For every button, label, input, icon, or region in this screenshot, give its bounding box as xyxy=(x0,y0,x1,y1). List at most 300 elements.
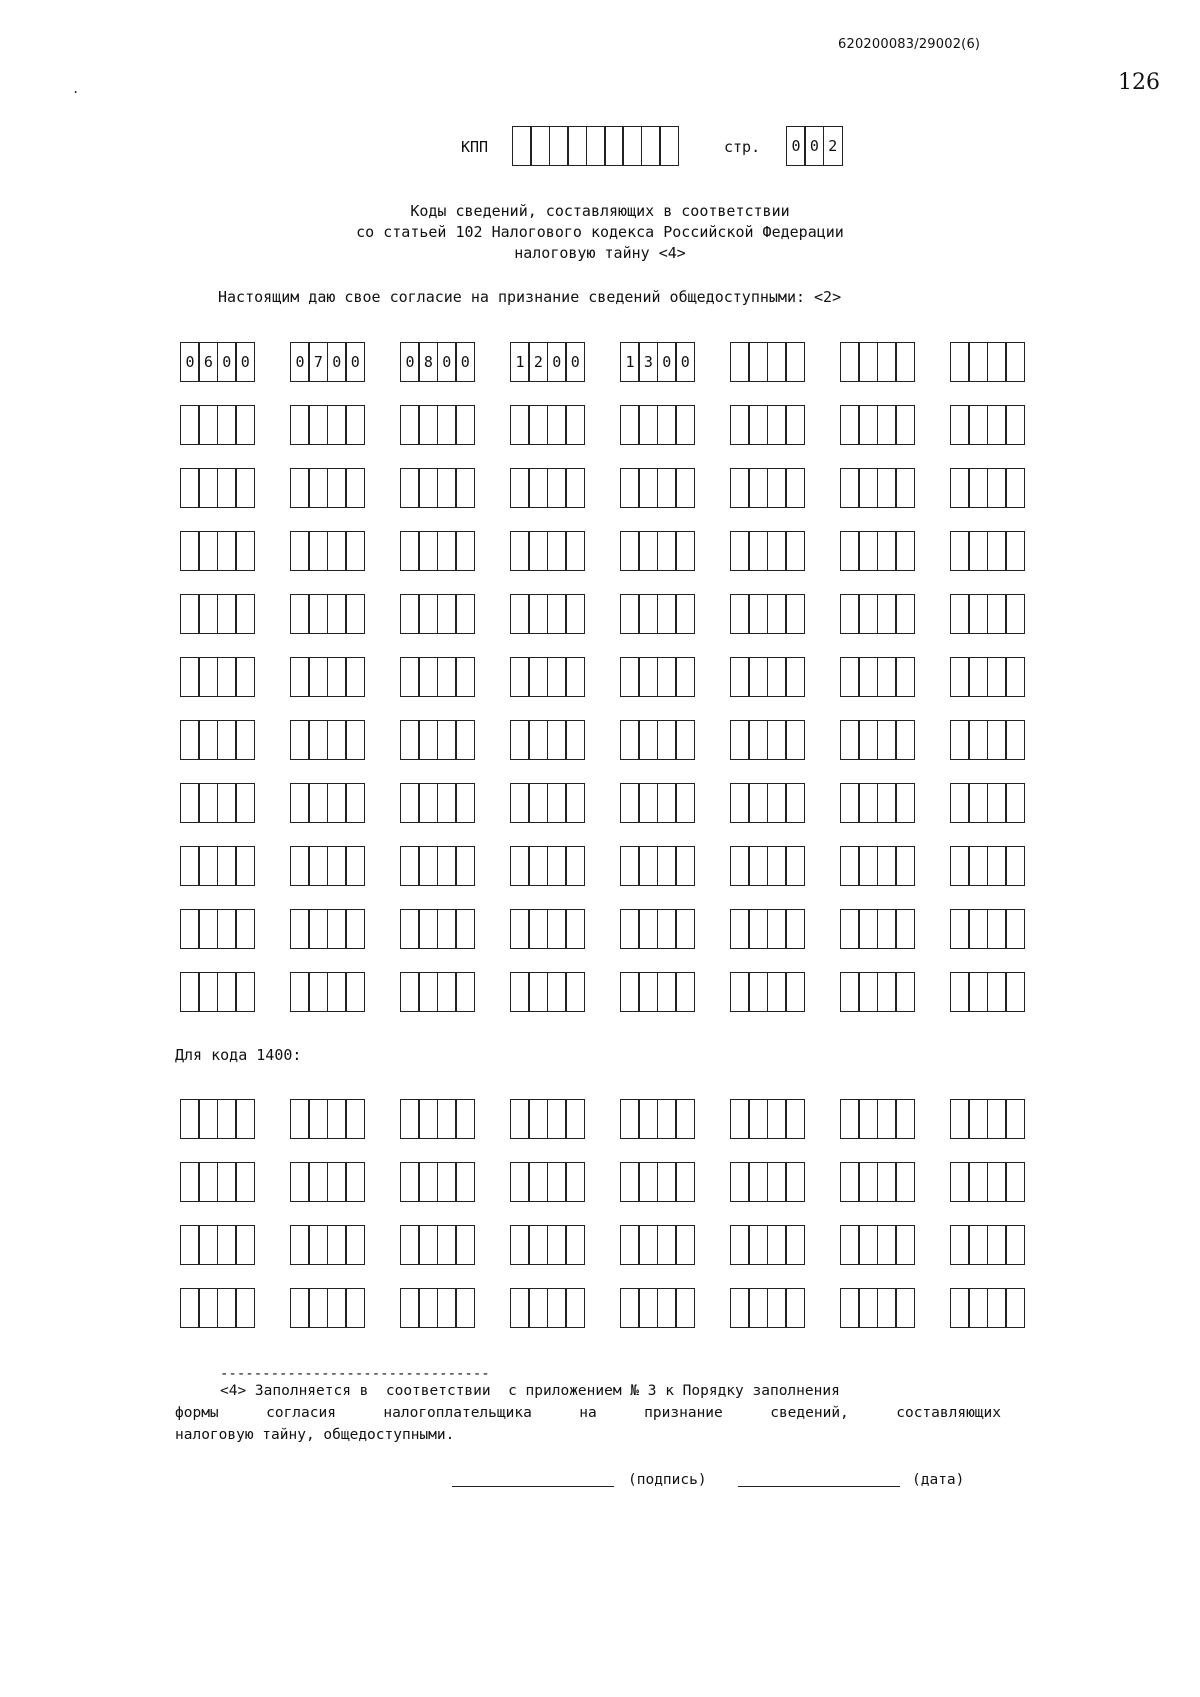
code-cell[interactable] xyxy=(345,657,365,697)
code-field[interactable] xyxy=(840,972,915,1012)
code-1400-field[interactable] xyxy=(730,1099,805,1139)
code-cell[interactable] xyxy=(345,846,365,886)
code-cell[interactable] xyxy=(730,594,750,634)
code-cell[interactable] xyxy=(308,468,328,508)
code-cell[interactable] xyxy=(510,972,530,1012)
code-cell[interactable] xyxy=(327,720,347,760)
code-cell[interactable] xyxy=(877,405,897,445)
code-1400-cell[interactable] xyxy=(547,1225,567,1265)
code-cell[interactable] xyxy=(345,405,365,445)
kpp-cell[interactable] xyxy=(586,126,606,166)
code-cell[interactable] xyxy=(675,846,695,886)
code-cell[interactable] xyxy=(785,846,805,886)
code-1400-cell[interactable] xyxy=(675,1099,695,1139)
code-cell[interactable] xyxy=(180,909,200,949)
code-cell[interactable] xyxy=(638,468,658,508)
code-cell[interactable] xyxy=(180,594,200,634)
code-cell[interactable] xyxy=(895,657,915,697)
code-cell[interactable]: 0 xyxy=(235,342,255,382)
code-1400-cell[interactable] xyxy=(858,1288,878,1328)
code-cell[interactable] xyxy=(950,909,970,949)
code-cell[interactable] xyxy=(510,594,530,634)
code-field[interactable] xyxy=(620,468,695,508)
code-cell[interactable] xyxy=(968,720,988,760)
code-cell[interactable] xyxy=(968,405,988,445)
code-1400-field[interactable] xyxy=(950,1288,1025,1328)
code-field[interactable] xyxy=(290,531,365,571)
code-field[interactable] xyxy=(510,405,585,445)
code-cell[interactable] xyxy=(290,657,310,697)
code-1400-cell[interactable] xyxy=(657,1225,677,1265)
code-cell[interactable] xyxy=(748,909,768,949)
code-1400-cell[interactable] xyxy=(987,1225,1007,1265)
code-cell[interactable] xyxy=(638,972,658,1012)
code-cell[interactable] xyxy=(748,594,768,634)
code-cell[interactable] xyxy=(987,405,1007,445)
code-1400-cell[interactable] xyxy=(180,1225,200,1265)
code-field[interactable] xyxy=(620,342,695,382)
code-cell[interactable] xyxy=(180,405,200,445)
code-cell[interactable]: 0 xyxy=(290,342,310,382)
code-1400-cell[interactable] xyxy=(418,1162,438,1202)
code-cell[interactable] xyxy=(198,846,218,886)
code-cell[interactable] xyxy=(895,468,915,508)
code-1400-cell[interactable] xyxy=(675,1162,695,1202)
code-cell[interactable] xyxy=(400,531,420,571)
code-field[interactable] xyxy=(180,405,255,445)
signature-line[interactable] xyxy=(452,1486,614,1487)
code-cell[interactable] xyxy=(180,531,200,571)
code-1400-cell[interactable] xyxy=(638,1225,658,1265)
code-1400-cell[interactable] xyxy=(657,1288,677,1328)
code-cell[interactable] xyxy=(748,531,768,571)
code-field[interactable] xyxy=(180,657,255,697)
code-cell[interactable] xyxy=(785,405,805,445)
code-field[interactable] xyxy=(950,972,1025,1012)
code-cell[interactable] xyxy=(968,909,988,949)
code-cell[interactable] xyxy=(180,783,200,823)
code-cell[interactable] xyxy=(785,657,805,697)
code-cell[interactable] xyxy=(895,972,915,1012)
code-cell[interactable] xyxy=(455,531,475,571)
code-1400-cell[interactable] xyxy=(217,1162,237,1202)
code-cell[interactable]: 0 xyxy=(455,342,475,382)
code-cell[interactable] xyxy=(767,594,787,634)
code-cell[interactable] xyxy=(198,972,218,1012)
code-cell[interactable] xyxy=(400,783,420,823)
code-cell[interactable] xyxy=(1005,972,1025,1012)
code-cell[interactable] xyxy=(840,657,860,697)
code-cell[interactable] xyxy=(528,657,548,697)
code-1400-cell[interactable] xyxy=(565,1288,585,1328)
code-field[interactable] xyxy=(290,657,365,697)
code-1400-cell[interactable] xyxy=(620,1162,640,1202)
code-1400-field[interactable] xyxy=(620,1162,695,1202)
code-cell[interactable] xyxy=(657,972,677,1012)
code-cell[interactable] xyxy=(620,720,640,760)
code-cell[interactable]: 0 xyxy=(547,342,567,382)
code-cell[interactable] xyxy=(657,783,677,823)
code-1400-field[interactable] xyxy=(400,1099,475,1139)
code-1400-cell[interactable] xyxy=(290,1225,310,1265)
code-cell[interactable] xyxy=(840,594,860,634)
code-field[interactable] xyxy=(730,846,805,886)
code-cell[interactable] xyxy=(308,657,328,697)
code-cell[interactable] xyxy=(565,405,585,445)
code-cell[interactable] xyxy=(638,405,658,445)
code-1400-cell[interactable] xyxy=(748,1225,768,1265)
code-cell[interactable] xyxy=(308,783,328,823)
code-field[interactable] xyxy=(290,972,365,1012)
code-cell[interactable] xyxy=(400,909,420,949)
code-cell[interactable] xyxy=(638,909,658,949)
code-1400-cell[interactable] xyxy=(327,1099,347,1139)
code-field[interactable] xyxy=(290,342,365,382)
code-cell[interactable] xyxy=(198,405,218,445)
code-cell[interactable] xyxy=(877,909,897,949)
code-field[interactable] xyxy=(730,405,805,445)
code-cell[interactable] xyxy=(327,846,347,886)
code-1400-cell[interactable] xyxy=(345,1099,365,1139)
code-cell[interactable] xyxy=(657,657,677,697)
code-1400-cell[interactable] xyxy=(840,1099,860,1139)
code-cell[interactable]: 6 xyxy=(198,342,218,382)
code-cell[interactable] xyxy=(785,468,805,508)
code-cell[interactable]: 0 xyxy=(565,342,585,382)
code-1400-cell[interactable] xyxy=(858,1099,878,1139)
code-1400-cell[interactable] xyxy=(235,1288,255,1328)
code-cell[interactable]: 0 xyxy=(345,342,365,382)
code-1400-field[interactable] xyxy=(180,1099,255,1139)
code-1400-cell[interactable] xyxy=(308,1099,328,1139)
code-1400-cell[interactable] xyxy=(877,1162,897,1202)
code-field[interactable] xyxy=(290,405,365,445)
code-cell[interactable] xyxy=(785,783,805,823)
code-cell[interactable] xyxy=(528,909,548,949)
code-cell[interactable] xyxy=(895,405,915,445)
code-cell[interactable] xyxy=(858,846,878,886)
code-cell[interactable] xyxy=(620,846,640,886)
code-1400-cell[interactable] xyxy=(510,1288,530,1328)
code-1400-cell[interactable] xyxy=(785,1225,805,1265)
code-1400-field[interactable] xyxy=(290,1225,365,1265)
kpp-cell[interactable] xyxy=(641,126,661,166)
code-1400-cell[interactable] xyxy=(400,1288,420,1328)
code-cell[interactable] xyxy=(877,342,897,382)
code-field[interactable] xyxy=(950,342,1025,382)
code-1400-cell[interactable] xyxy=(327,1162,347,1202)
code-1400-cell[interactable] xyxy=(235,1099,255,1139)
code-cell[interactable] xyxy=(455,783,475,823)
code-cell[interactable] xyxy=(1005,846,1025,886)
code-cell[interactable] xyxy=(180,657,200,697)
code-cell[interactable] xyxy=(730,720,750,760)
code-1400-cell[interactable] xyxy=(840,1162,860,1202)
code-cell[interactable] xyxy=(840,531,860,571)
code-1400-cell[interactable] xyxy=(180,1162,200,1202)
code-cell[interactable] xyxy=(767,783,787,823)
code-1400-cell[interactable] xyxy=(767,1099,787,1139)
code-field[interactable] xyxy=(400,909,475,949)
code-field[interactable] xyxy=(730,909,805,949)
code-cell[interactable] xyxy=(767,909,787,949)
code-cell[interactable] xyxy=(217,909,237,949)
code-field[interactable] xyxy=(510,846,585,886)
code-1400-field[interactable] xyxy=(180,1162,255,1202)
code-cell[interactable] xyxy=(748,720,768,760)
code-cell[interactable] xyxy=(858,783,878,823)
code-1400-field[interactable] xyxy=(620,1225,695,1265)
code-cell[interactable] xyxy=(657,909,677,949)
code-1400-cell[interactable] xyxy=(437,1225,457,1265)
code-1400-cell[interactable] xyxy=(950,1099,970,1139)
kpp-cell[interactable] xyxy=(622,126,642,166)
code-1400-cell[interactable] xyxy=(327,1288,347,1328)
code-1400-cell[interactable] xyxy=(620,1288,640,1328)
code-1400-field[interactable] xyxy=(510,1162,585,1202)
code-cell[interactable] xyxy=(840,405,860,445)
code-cell[interactable] xyxy=(418,531,438,571)
code-1400-cell[interactable] xyxy=(418,1099,438,1139)
code-cell[interactable] xyxy=(547,468,567,508)
code-cell[interactable] xyxy=(290,909,310,949)
code-cell[interactable] xyxy=(510,720,530,760)
code-1400-cell[interactable] xyxy=(528,1162,548,1202)
code-field[interactable] xyxy=(730,783,805,823)
code-cell[interactable] xyxy=(327,405,347,445)
code-field[interactable] xyxy=(840,468,915,508)
code-cell[interactable] xyxy=(785,594,805,634)
code-cell[interactable]: 0 xyxy=(657,342,677,382)
code-cell[interactable] xyxy=(767,342,787,382)
code-1400-cell[interactable] xyxy=(858,1162,878,1202)
code-1400-cell[interactable] xyxy=(767,1225,787,1265)
code-cell[interactable] xyxy=(1005,594,1025,634)
code-field[interactable] xyxy=(180,468,255,508)
code-cell[interactable] xyxy=(638,594,658,634)
code-cell[interactable] xyxy=(418,846,438,886)
code-1400-cell[interactable] xyxy=(840,1288,860,1328)
code-cell[interactable] xyxy=(528,531,548,571)
code-cell[interactable] xyxy=(620,531,640,571)
code-field[interactable] xyxy=(290,846,365,886)
code-1400-cell[interactable] xyxy=(180,1099,200,1139)
code-cell[interactable] xyxy=(418,657,438,697)
code-field[interactable] xyxy=(730,657,805,697)
code-cell[interactable] xyxy=(565,531,585,571)
code-1400-cell[interactable] xyxy=(748,1099,768,1139)
code-cell[interactable] xyxy=(510,657,530,697)
code-cell[interactable] xyxy=(418,405,438,445)
code-cell[interactable] xyxy=(455,405,475,445)
code-1400-cell[interactable] xyxy=(785,1288,805,1328)
code-1400-cell[interactable] xyxy=(748,1288,768,1328)
code-cell[interactable] xyxy=(840,468,860,508)
code-field[interactable] xyxy=(620,783,695,823)
code-cell[interactable] xyxy=(840,720,860,760)
code-cell[interactable] xyxy=(858,594,878,634)
code-1400-cell[interactable] xyxy=(657,1162,677,1202)
code-cell[interactable] xyxy=(620,657,640,697)
code-1400-cell[interactable] xyxy=(730,1288,750,1328)
code-1400-cell[interactable] xyxy=(748,1162,768,1202)
code-1400-cell[interactable] xyxy=(950,1162,970,1202)
code-1400-field[interactable] xyxy=(180,1288,255,1328)
code-cell[interactable] xyxy=(235,531,255,571)
code-cell[interactable] xyxy=(987,846,1007,886)
code-1400-cell[interactable] xyxy=(785,1099,805,1139)
code-1400-cell[interactable] xyxy=(895,1162,915,1202)
code-1400-cell[interactable] xyxy=(418,1225,438,1265)
code-cell[interactable] xyxy=(877,531,897,571)
code-field[interactable] xyxy=(510,720,585,760)
code-cell[interactable] xyxy=(858,405,878,445)
code-cell[interactable] xyxy=(437,468,457,508)
code-1400-field[interactable] xyxy=(840,1162,915,1202)
kpp-cell[interactable] xyxy=(530,126,550,166)
code-cell[interactable] xyxy=(290,468,310,508)
code-cell[interactable] xyxy=(510,468,530,508)
code-cell[interactable] xyxy=(657,468,677,508)
code-field[interactable] xyxy=(840,342,915,382)
code-1400-cell[interactable] xyxy=(437,1099,457,1139)
code-cell[interactable] xyxy=(437,531,457,571)
code-cell[interactable] xyxy=(895,846,915,886)
code-cell[interactable] xyxy=(308,972,328,1012)
code-1400-field[interactable] xyxy=(730,1225,805,1265)
code-cell[interactable] xyxy=(785,909,805,949)
code-1400-cell[interactable] xyxy=(217,1288,237,1328)
code-field[interactable] xyxy=(840,720,915,760)
code-1400-cell[interactable] xyxy=(968,1162,988,1202)
code-1400-field[interactable] xyxy=(950,1225,1025,1265)
kpp-cell[interactable] xyxy=(512,126,532,166)
code-cell[interactable] xyxy=(547,972,567,1012)
code-cell[interactable] xyxy=(968,783,988,823)
code-cell[interactable] xyxy=(437,657,457,697)
code-cell[interactable] xyxy=(547,531,567,571)
code-cell[interactable] xyxy=(675,594,695,634)
code-1400-cell[interactable] xyxy=(730,1099,750,1139)
code-cell[interactable] xyxy=(235,720,255,760)
kpp-cell[interactable] xyxy=(604,126,624,166)
code-cell[interactable] xyxy=(767,846,787,886)
code-field[interactable] xyxy=(180,594,255,634)
code-field[interactable] xyxy=(950,657,1025,697)
code-cell[interactable] xyxy=(437,405,457,445)
code-1400-cell[interactable] xyxy=(547,1162,567,1202)
code-1400-field[interactable] xyxy=(180,1225,255,1265)
code-field[interactable] xyxy=(400,972,475,1012)
code-field[interactable] xyxy=(840,657,915,697)
code-1400-cell[interactable] xyxy=(400,1225,420,1265)
code-cell[interactable]: 2 xyxy=(528,342,548,382)
code-cell[interactable] xyxy=(987,531,1007,571)
code-cell[interactable] xyxy=(1005,783,1025,823)
code-cell[interactable] xyxy=(510,405,530,445)
code-1400-field[interactable] xyxy=(950,1162,1025,1202)
code-cell[interactable] xyxy=(345,468,365,508)
code-cell[interactable]: 7 xyxy=(308,342,328,382)
code-cell[interactable] xyxy=(1005,657,1025,697)
code-cell[interactable] xyxy=(840,846,860,886)
code-1400-field[interactable] xyxy=(950,1099,1025,1139)
code-cell[interactable] xyxy=(308,531,328,571)
code-cell[interactable] xyxy=(748,657,768,697)
code-1400-cell[interactable] xyxy=(235,1162,255,1202)
code-1400-cell[interactable] xyxy=(1005,1099,1025,1139)
code-cell[interactable] xyxy=(400,468,420,508)
code-1400-cell[interactable] xyxy=(895,1099,915,1139)
code-field[interactable] xyxy=(400,783,475,823)
code-cell[interactable] xyxy=(675,468,695,508)
code-field[interactable] xyxy=(180,720,255,760)
code-cell[interactable] xyxy=(877,720,897,760)
code-field[interactable] xyxy=(950,468,1025,508)
code-cell[interactable] xyxy=(675,531,695,571)
code-field[interactable] xyxy=(950,783,1025,823)
code-cell[interactable] xyxy=(418,909,438,949)
code-1400-cell[interactable] xyxy=(950,1288,970,1328)
code-cell[interactable] xyxy=(418,468,438,508)
code-cell[interactable] xyxy=(675,720,695,760)
code-1400-cell[interactable] xyxy=(308,1162,328,1202)
code-cell[interactable] xyxy=(528,594,548,634)
code-1400-cell[interactable] xyxy=(638,1288,658,1328)
code-field[interactable] xyxy=(400,342,475,382)
code-field[interactable] xyxy=(620,846,695,886)
code-field[interactable] xyxy=(290,783,365,823)
code-cell[interactable]: 0 xyxy=(180,342,200,382)
code-field[interactable] xyxy=(180,846,255,886)
page-number-cell[interactable]: 0 xyxy=(786,126,806,166)
code-field[interactable] xyxy=(840,594,915,634)
code-cell[interactable] xyxy=(950,405,970,445)
code-cell[interactable] xyxy=(400,405,420,445)
code-1400-cell[interactable] xyxy=(858,1225,878,1265)
code-cell[interactable] xyxy=(400,846,420,886)
code-1400-cell[interactable] xyxy=(510,1099,530,1139)
code-1400-cell[interactable] xyxy=(565,1099,585,1139)
code-cell[interactable] xyxy=(290,846,310,886)
code-cell[interactable] xyxy=(877,783,897,823)
code-1400-field[interactable] xyxy=(840,1288,915,1328)
code-cell[interactable] xyxy=(785,720,805,760)
code-1400-field[interactable] xyxy=(620,1099,695,1139)
code-cell[interactable] xyxy=(785,531,805,571)
code-cell[interactable] xyxy=(730,468,750,508)
code-cell[interactable] xyxy=(235,783,255,823)
code-cell[interactable] xyxy=(308,405,328,445)
code-1400-field[interactable] xyxy=(290,1099,365,1139)
code-cell[interactable] xyxy=(858,909,878,949)
code-cell[interactable] xyxy=(730,405,750,445)
code-1400-cell[interactable] xyxy=(987,1288,1007,1328)
code-cell[interactable] xyxy=(1005,720,1025,760)
code-cell[interactable] xyxy=(235,657,255,697)
code-cell[interactable] xyxy=(235,846,255,886)
code-1400-cell[interactable] xyxy=(565,1225,585,1265)
code-1400-cell[interactable] xyxy=(455,1099,475,1139)
code-1400-cell[interactable] xyxy=(547,1288,567,1328)
code-cell[interactable] xyxy=(877,594,897,634)
code-field[interactable] xyxy=(840,783,915,823)
code-cell[interactable] xyxy=(345,720,365,760)
code-1400-cell[interactable] xyxy=(455,1288,475,1328)
code-cell[interactable] xyxy=(345,972,365,1012)
code-cell[interactable] xyxy=(217,405,237,445)
code-cell[interactable] xyxy=(455,594,475,634)
